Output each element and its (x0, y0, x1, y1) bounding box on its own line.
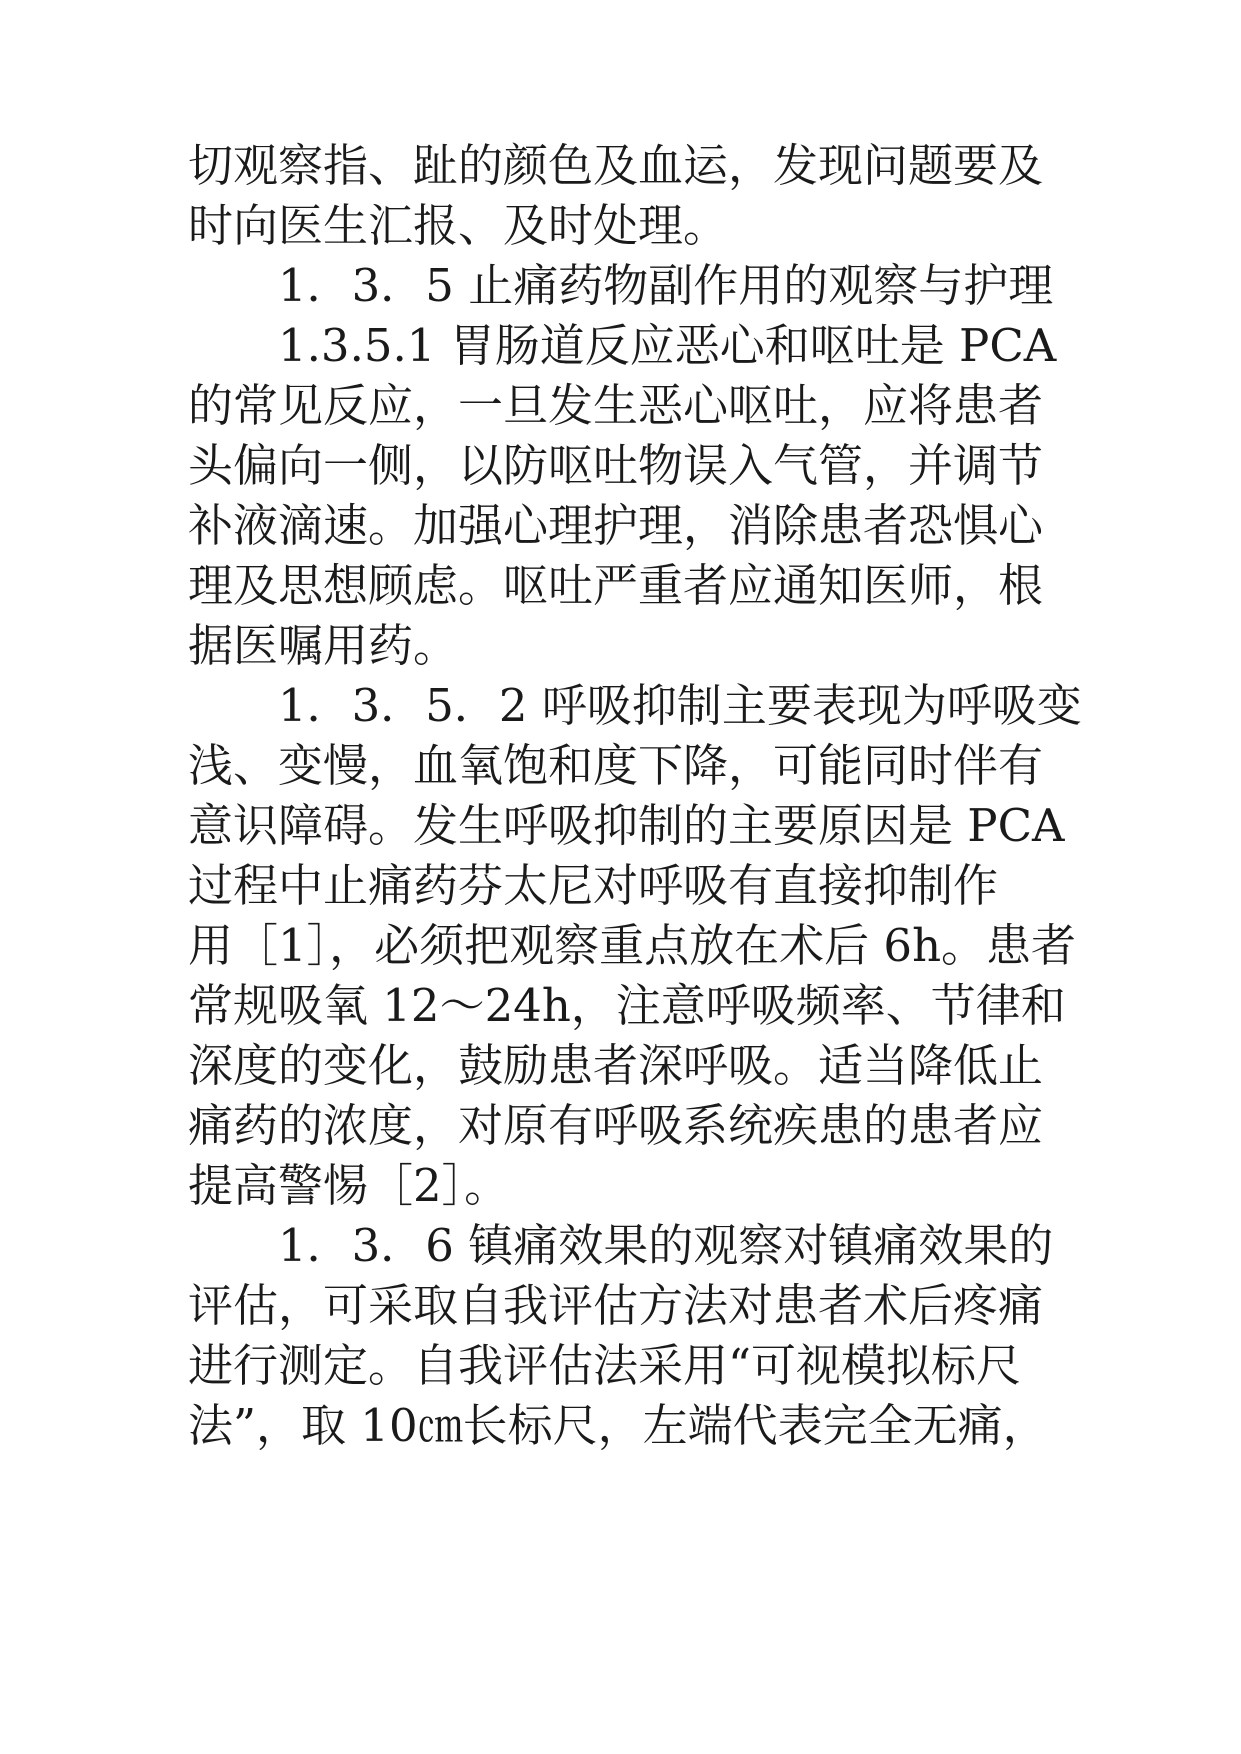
text-line: 头偏向一侧，以防呕吐物误入气管，并调节 (188, 439, 1044, 492)
text-line: 法”，取 10㎝长标尺，左端代表完全无痛， (188, 1399, 1048, 1452)
section-heading: 1．3．5 止痛药物副作用的观察与护理 (278, 259, 1054, 312)
text-line: 提高警惕［2］。 (188, 1159, 510, 1212)
text-line: 切观察指、趾的颜色及血运，发现问题要及 (188, 139, 1044, 192)
text-line: 常规吸氧 12～24h，注意呼吸频率、节律和 (188, 979, 1066, 1032)
text-line: 评估，可采取自我评估方法对患者术后疼痛 (188, 1279, 1044, 1332)
text-line: 浅、变慢，血氧饱和度下降，可能同时伴有 (188, 739, 1044, 792)
text-line: 进行测定。自我评估法采用“可视模拟标尺 (188, 1339, 1022, 1392)
text-line: 据医嘱用药。 (188, 619, 459, 672)
text-line: 补液滴速。加强心理护理，消除患者恐惧心 (188, 499, 1044, 552)
text-line: 意识障碍。发生呼吸抑制的主要原因是 PCA (188, 799, 1065, 852)
subsection-paragraph-start: 1.3.5.1 胃肠道反应恶心和呕吐是 PCA (278, 319, 1057, 372)
text-line: 的常见反应，一旦发生恶心呕吐，应将患者 (188, 379, 1044, 432)
text-line: 痛药的浓度，对原有呼吸系统疾患的患者应 (188, 1099, 1044, 1152)
text-line: 过程中止痛药芬太尼对呼吸有直接抑制作 (188, 859, 999, 912)
subsection-paragraph-start: 1．3．5．2 呼吸抑制主要表现为呼吸变 (278, 679, 1082, 732)
subsection-paragraph-start: 1．3．6 镇痛效果的观察对镇痛效果的 (278, 1219, 1054, 1272)
text-line: 时向医生汇报、及时处理。 (188, 199, 729, 252)
text-line: 深度的变化，鼓励患者深呼吸。适当降低止 (188, 1039, 1044, 1092)
text-line: 用［1］，必须把观察重点放在术后 6h。患者 (188, 919, 1077, 972)
text-line: 理及思想顾虑。呕吐严重者应通知医师，根 (188, 559, 1044, 612)
